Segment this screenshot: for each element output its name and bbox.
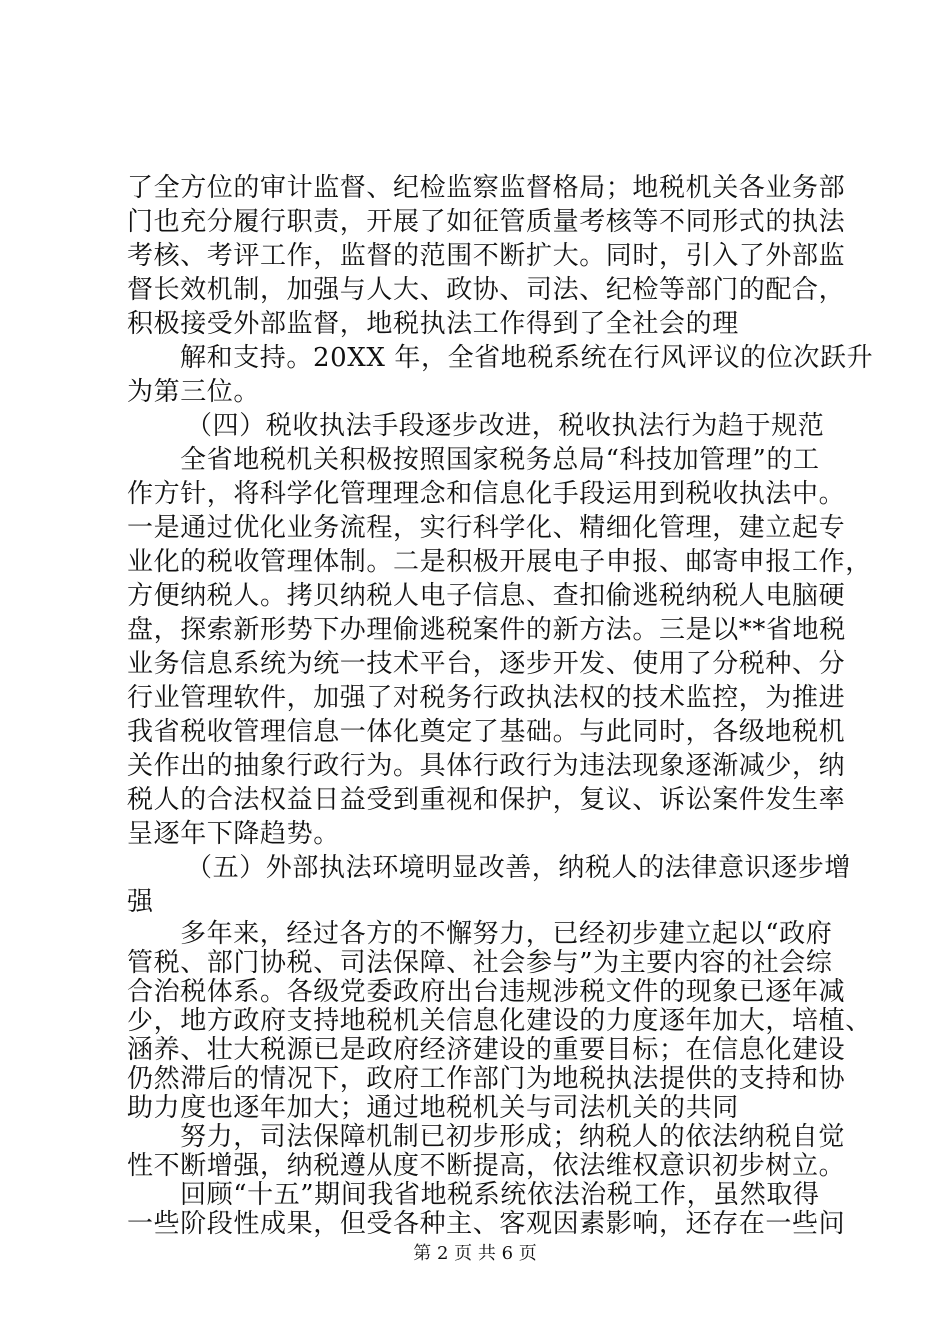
text-line: 全省地税机关积极按照国家税务总局“科技加管理”的工 [180,445,820,475]
text-line: 业务信息系统为统一技术平台，逐步开发、使用了分税种、分 [127,649,846,679]
text-line: 回顾“十五”期间我省地税系统依法治税工作，虽然取得 [180,1180,820,1210]
text-line: 督长效机制，加强与人大、政协、司法、纪检等部门的配合， [127,275,846,305]
text-line: 少，地方政府支持地税机关信息化建设的力度逐年加大，培植、 [127,1006,872,1036]
section-heading: （五）外部执法环境明显改善，纳税人的法律意识逐步增 [186,853,852,883]
text-line: 涵养、壮大税源已是政府经济建设的重要目标；在信息化建设 [127,1035,846,1065]
text-line: 解和支持。20XX 年，全省地税系统在行风评议的位次跃升 [180,343,874,373]
text-line: 方便纳税人。拷贝纳税人电子信息、查扣偷逃税纳税人电脑硬 [127,581,846,611]
text-line: 一是通过优化业务流程，实行科学化、精细化管理，建立起专 [127,513,846,543]
page-footer: 第 2 页 共 6 页 [413,1243,537,1264]
text-line: 多年来，经过各方的不懈努力，已经初步建立起以“政府 [180,919,833,949]
text-line: 门也充分履行职责，开展了如征管质量考核等不同形式的执法 [127,207,846,237]
text-line: 一些阶段性成果，但受各种主、客观因素影响，还存在一些问 [127,1209,846,1239]
text-line: 税人的合法权益日益受到重视和保护，复议、诉讼案件发生率 [127,785,846,815]
text-line: 合治税体系。各级党委政府出台违规涉税文件的现象已逐年减 [127,977,846,1007]
text-line: 性不断增强，纳税遵从度不断提高，依法维权意识初步树立。 [127,1151,846,1181]
text-line: 仍然滞后的情况下，政府工作部门为地税执法提供的支持和协 [127,1064,846,1094]
text-line: 助力度也逐年加大；通过地税机关与司法机关的共同 [127,1093,739,1123]
text-line: 了全方位的审计监督、纪检监察监督格局；地税机关各业务部 [127,173,846,203]
section-heading: （四）税收执法手段逐步改进，税收执法行为趋于规范 [186,411,825,441]
text-line: 我省税收管理信息一体化奠定了基础。与此同时，各级地税机 [127,717,846,747]
text-line: 积极接受外部监督，地税执法工作得到了全社会的理 [127,309,739,339]
text-line: 考核、考评工作，监督的范围不断扩大。同时，引入了外部监 [127,241,846,271]
text-line: 管税、部门协税、司法保障、社会参与”为主要内容的社会综 [127,948,833,978]
text-line: 呈逐年下降趋势。 [127,819,340,849]
text-line: 作方针，将科学化管理理念和信息化手段运用到税收执法中。 [127,479,846,509]
text-line: 关作出的抽象行政行为。具体行政行为违法现象逐渐减少，纳 [127,751,846,781]
text-line: 为第三位。 [127,377,261,407]
text-line: 努力，司法保障机制已初步形成；纳税人的依法纳税自觉 [180,1122,846,1152]
text-line: 行业管理软件，加强了对税务行政执法权的技术监控，为推进 [127,683,846,713]
text-line: 盘，探索新形势下办理偷逃税案件的新方法。三是以**省地税 [127,615,846,645]
section-heading-continuation: 强 [127,887,154,917]
text-line: 业化的税收管理体制。二是积极开展电子申报、邮寄申报工作， [127,547,872,577]
